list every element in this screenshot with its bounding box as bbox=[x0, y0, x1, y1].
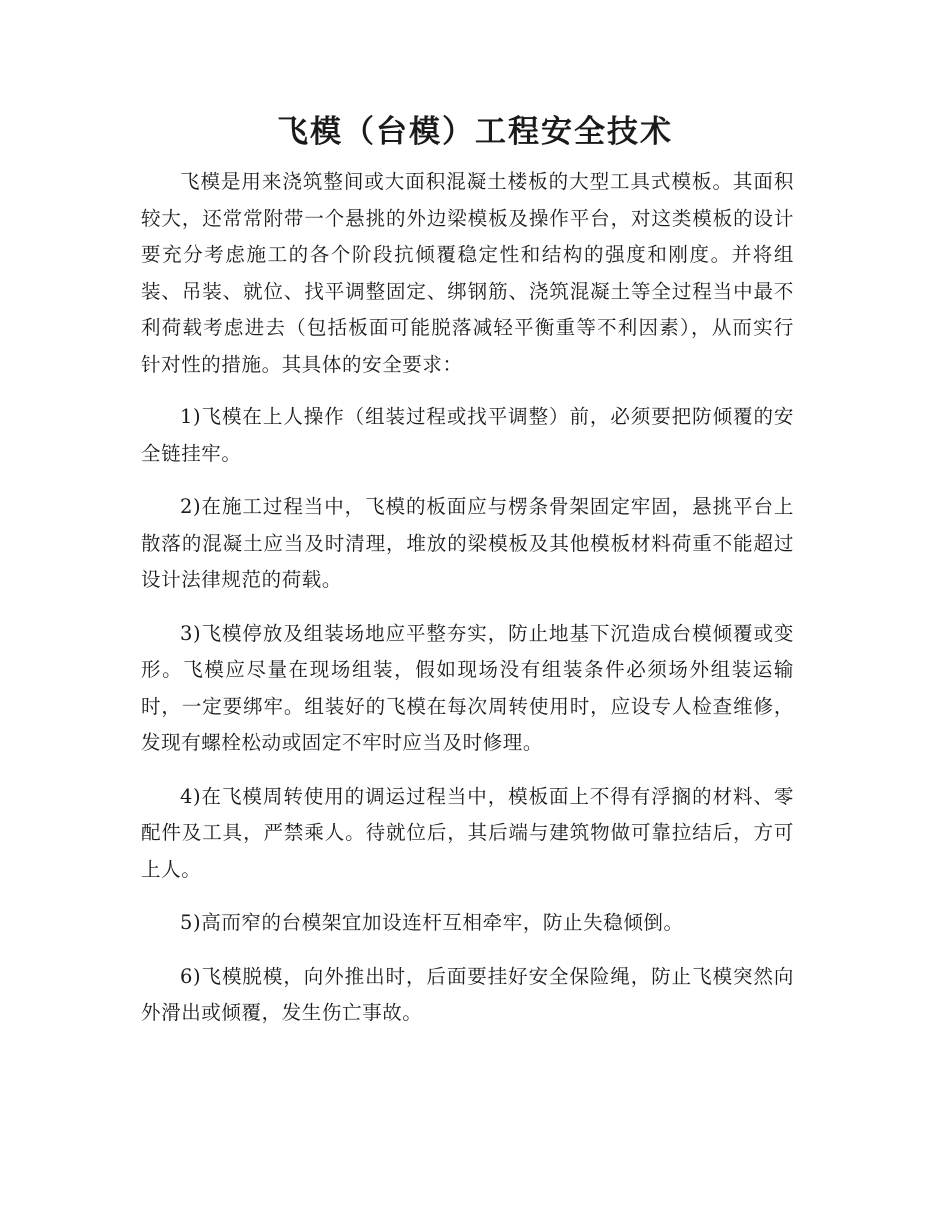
document-title: 飞模（台模）工程安全技术 bbox=[277, 114, 673, 150]
requirement-item-1: 1)飞模在上人操作（组装过程或找平调整）前，必须要把防倾覆的安全链挂牢。 bbox=[141, 405, 794, 465]
requirement-item-4: 4)在飞模周转使用的调运过程当中，模板面上不得有浮搁的材料、零配件及工具，严禁乘人。待就位后，其后端与建筑物做可靠拉结后，方可上人。 bbox=[141, 784, 794, 881]
intro-paragraph: 飞模是用来浇筑整间或大面积混凝土楼板的大型工具式模板。其面积较大，还常常附带一个悬挑的外边梁模板及操作平台，对这类模板的设计要充分考虑施工的各个阶段抗倾覆稳定性和结构的强度和刚度。并将组装、吊装、就位、找平调整固定、绑钢筋、浇筑混凝土等全过程当中最不利荷载考虑进去（包括板面可能脱落减轻平衡重等不利因素），从而实行针对性的措施。其具体的安全要求： bbox=[141, 170, 794, 376]
requirement-item-5: 5)高而窄的台模架宜加设连杆互相牵牢，防止失稳倾倒。 bbox=[180, 911, 684, 934]
requirement-item-6: 6)飞模脱模，向外推出时，后面要挂好安全保险绳，防止飞模突然向外滑出或倾覆，发生伤亡事故。 bbox=[141, 964, 794, 1024]
requirement-item-3: 3)飞模停放及组装场地应平整夯实，防止地基下沉造成台模倾覆或变形。飞模应尽量在现场组装，假如现场没有组装条件必须场外组装运输时，一定要绑牢。组装好的飞模在每次周转使用时，应设专人检查维修，发现有螺栓松动或固定不牢时应当及时修理。 bbox=[141, 621, 794, 754]
document-body bbox=[141, 164, 794, 1049]
requirement-item-2: 2)在施工过程当中，飞模的板面应与楞条骨架固定牢固，悬挑平台上散落的混凝土应当及时清理，堆放的梁模板及其他模板材料荷重不能超过设计法律规范的荷载。 bbox=[141, 495, 794, 591]
